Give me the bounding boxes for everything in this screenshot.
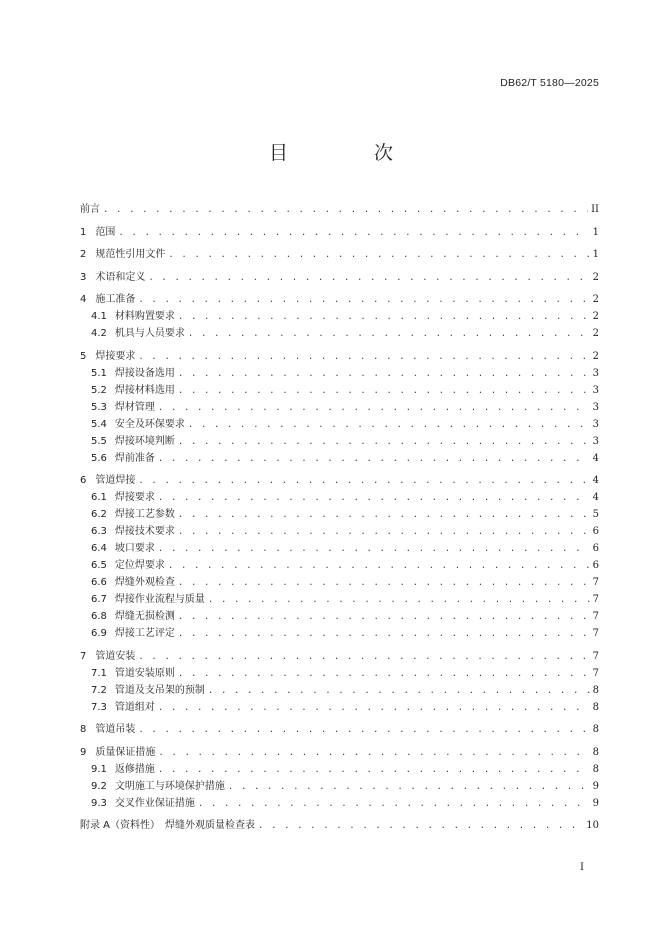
toc-leader-dots — [178, 434, 590, 451]
toc-entry-label: 焊接要求 — [114, 492, 155, 503]
toc-entry-page: 3 — [592, 401, 599, 413]
toc-entry-page: 2 — [592, 311, 599, 322]
toc-entry-number: 7.3 — [91, 701, 107, 713]
toc-entry-label: 焊材管理 — [114, 401, 155, 413]
toc-entry-label: 定位焊要求 — [114, 560, 165, 571]
toc-entry[interactable] — [80, 795, 599, 812]
toc-entry-number: 6.3 — [91, 526, 107, 537]
toc-entry-label: 焊接要求 — [95, 350, 136, 362]
toc-entry-label: 交叉作业保证措施 — [114, 797, 195, 809]
toc-leader-dots — [178, 524, 590, 541]
toc-leader-dots — [188, 326, 590, 343]
page-title: 目 次 — [268, 142, 434, 164]
toc-entry[interactable] — [80, 291, 599, 308]
toc-entry[interactable] — [80, 246, 599, 263]
toc-entry-label: 范围 — [95, 226, 116, 238]
toc-entry-label: 管道安装原则 — [114, 667, 175, 679]
toc-entry-label: 焊前准备 — [114, 452, 155, 464]
toc-entry-label: 管道吊装 — [95, 724, 136, 735]
toc-entry-page: 1 — [592, 226, 599, 238]
toc-entry-page: 2 — [592, 350, 599, 362]
toc-leader-dots — [178, 383, 590, 400]
toc-leader-dots — [178, 507, 590, 524]
toc-entry-number: 5.1 — [91, 367, 107, 379]
toc-leader-dots — [158, 762, 590, 779]
toc-entry-label: 管道安装 — [95, 650, 136, 662]
toc-entry-number: 5.5 — [91, 435, 107, 447]
toc-leader-dots — [103, 202, 588, 219]
toc-entry-page: 8 — [592, 701, 599, 713]
toc-entry-page: 2 — [592, 328, 599, 339]
toc-entry-number: 7.1 — [91, 667, 107, 679]
toc-entry-label: 焊缝外观检查 — [114, 577, 175, 588]
toc-entry-label: 质量保证措施 — [95, 746, 156, 758]
toc-entry-number: 7 — [80, 650, 87, 662]
toc-entry-number: 9.3 — [91, 797, 107, 809]
toc-entry[interactable] — [80, 625, 599, 642]
toc-entry[interactable] — [80, 269, 599, 286]
toc-entry-number: 6.4 — [91, 543, 107, 554]
toc-leader-dots — [158, 490, 590, 507]
toc-entry-number: 4.2 — [91, 328, 107, 339]
toc-entry-page: 8 — [592, 746, 599, 758]
toc-entry-page: 6 — [592, 526, 599, 537]
toc-entry-page: 6 — [592, 560, 599, 571]
toc-entry-label: 坡口要求 — [114, 543, 155, 554]
toc-entry-label: 安全及环保要求 — [114, 418, 185, 430]
toc-entry-page: 5 — [592, 509, 599, 520]
toc-leader-dots — [198, 796, 590, 813]
toc-entry[interactable] — [80, 817, 599, 834]
toc-entry-label: 材料购置要求 — [114, 311, 175, 322]
toc-entry-number: 5 — [80, 350, 87, 362]
toc-leader-dots — [178, 609, 590, 626]
toc-entry-page: 8 — [592, 763, 599, 775]
toc-entry-number: 6.1 — [91, 492, 107, 503]
toc-leader-dots — [208, 683, 590, 700]
toc-entry[interactable] — [80, 557, 599, 574]
toc-leader-dots — [158, 541, 590, 558]
toc-entry-number: 5.2 — [91, 384, 107, 396]
toc-entry[interactable] — [80, 472, 599, 489]
toc-leader-dots — [168, 247, 589, 264]
toc-entry[interactable] — [80, 665, 599, 682]
toc-entry-number: 6.6 — [91, 577, 107, 588]
toc-leader-dots — [158, 400, 590, 417]
toc-leader-dots — [138, 292, 589, 309]
toc-entry[interactable] — [80, 365, 599, 382]
toc-entry-number: 7.2 — [91, 684, 107, 696]
toc-entry-number: 6.5 — [91, 560, 107, 571]
toc-leader-dots — [138, 722, 589, 739]
toc-entry-number: 8 — [80, 724, 87, 735]
toc-entry-number: 9 — [80, 746, 87, 758]
toc-entry[interactable] — [80, 201, 599, 218]
toc-entry[interactable] — [80, 489, 599, 506]
document-code: DB62/T 5180—2025 — [500, 77, 599, 89]
toc-entry[interactable] — [80, 523, 599, 540]
toc-entry-page: 4 — [592, 452, 599, 464]
toc-leader-dots — [148, 270, 589, 287]
toc-entry-label: 机具与人员要求 — [114, 328, 185, 339]
table-of-contents — [80, 201, 599, 834]
toc-leader-dots — [178, 575, 590, 592]
toc-entry-page: 6 — [592, 543, 599, 554]
toc-leader-dots — [208, 592, 590, 609]
toc-leader-dots — [138, 349, 589, 366]
toc-entry-number: 2 — [80, 249, 87, 260]
toc-entry-page: 4 — [592, 475, 599, 486]
toc-leader-dots — [118, 225, 589, 242]
toc-leader-dots — [178, 366, 590, 383]
toc-entry[interactable] — [80, 224, 599, 241]
toc-entry-number: 6.2 — [91, 509, 107, 520]
toc-entry-page: 7 — [592, 650, 599, 662]
toc-entry[interactable] — [80, 778, 599, 795]
toc-entry-number: 9.1 — [91, 763, 107, 775]
toc-entry[interactable] — [80, 540, 599, 557]
toc-entry[interactable] — [80, 648, 599, 665]
toc-leader-dots — [258, 818, 583, 835]
toc-entry[interactable] — [80, 506, 599, 523]
toc-entry-page: 2 — [592, 271, 599, 283]
toc-leader-dots — [178, 626, 590, 643]
toc-entry-number: 1 — [80, 226, 87, 238]
toc-entry-page: 7 — [592, 577, 599, 588]
toc-entry-page: 10 — [586, 820, 599, 831]
toc-entry[interactable] — [80, 308, 599, 325]
toc-entry-page: 7 — [592, 667, 599, 679]
toc-entry[interactable] — [80, 744, 599, 761]
toc-entry-label: 焊接工艺评定 — [114, 628, 175, 639]
toc-entry-label: 管道焊接 — [95, 475, 136, 486]
toc-entry[interactable] — [80, 682, 599, 699]
toc-entry-number: 4 — [80, 294, 87, 305]
toc-entry-page: 8 — [592, 684, 599, 696]
toc-entry-label: 文明施工与环境保护措施 — [114, 780, 225, 792]
toc-entry-label: 焊接设备选用 — [114, 367, 175, 379]
toc-entry-number: 3 — [80, 271, 87, 283]
toc-entry-number: 5.3 — [91, 401, 107, 413]
toc-entry[interactable] — [80, 721, 599, 738]
toc-entry-label: 前言 — [80, 204, 100, 215]
toc-entry-label: 焊缝无损检测 — [114, 611, 175, 622]
toc-entry[interactable] — [80, 433, 599, 450]
toc-entry-page: 8 — [592, 724, 599, 735]
toc-entry-page: 2 — [592, 294, 599, 305]
toc-entry-page: 9 — [592, 797, 599, 809]
toc-entry-label: 施工准备 — [95, 294, 136, 305]
toc-leader-dots — [158, 451, 590, 468]
toc-entry-label: 焊接工艺参数 — [114, 509, 175, 520]
toc-entry-number: 4.1 — [91, 311, 107, 322]
toc-entry-page: 7 — [592, 628, 599, 639]
toc-entry[interactable] — [80, 450, 599, 467]
toc-entry-label: 管道组对 — [114, 701, 155, 713]
toc-entry-page: 3 — [592, 435, 599, 447]
toc-entry-label: 焊接作业流程与质量 — [114, 594, 205, 605]
toc-entry-number: 6.8 — [91, 611, 107, 622]
toc-leader-dots — [168, 558, 590, 575]
toc-entry-label: 返修措施 — [114, 763, 155, 775]
toc-entry-number: 5.4 — [91, 418, 107, 430]
toc-entry-number: 6.7 — [91, 594, 107, 605]
toc-entry[interactable] — [80, 382, 599, 399]
toc-entry[interactable] — [80, 608, 599, 625]
toc-leader-dots — [228, 779, 590, 796]
toc-entry-page: 3 — [592, 418, 599, 430]
toc-entry-number: 9.2 — [91, 780, 107, 792]
toc-leader-dots — [178, 666, 590, 683]
toc-entry-number: 6 — [80, 475, 87, 486]
toc-entry-number: 5.6 — [91, 452, 107, 464]
toc-entry[interactable] — [80, 416, 599, 433]
toc-entry-label: 焊接技术要求 — [114, 526, 175, 537]
toc-entry[interactable] — [80, 761, 599, 778]
toc-entry-label: 术语和定义 — [95, 271, 146, 283]
toc-entry[interactable] — [80, 574, 599, 591]
toc-entry-label: 管道及支吊架的预制 — [114, 684, 205, 696]
toc-entry-label: 附录 A（资料性） 焊缝外观质量检查表 — [80, 820, 256, 831]
toc-entry-page: 4 — [592, 492, 599, 503]
toc-entry[interactable] — [80, 325, 599, 342]
toc-entry[interactable] — [80, 699, 599, 716]
toc-entry-page: 1 — [592, 249, 599, 260]
toc-entry-page: 3 — [592, 367, 599, 379]
toc-entry[interactable] — [80, 348, 599, 365]
toc-leader-dots — [178, 309, 590, 326]
toc-leader-dots — [158, 745, 589, 762]
toc-leader-dots — [138, 649, 589, 666]
page-number: I — [580, 862, 584, 873]
toc-entry-label: 焊接材料选用 — [114, 384, 175, 396]
toc-entry[interactable] — [80, 399, 599, 416]
toc-entry-label: 焊接环境判断 — [114, 435, 175, 447]
toc-leader-dots — [138, 473, 589, 490]
toc-entry-page: 3 — [592, 384, 599, 396]
toc-leader-dots — [158, 700, 590, 717]
toc-entry-page: 9 — [592, 780, 599, 792]
toc-leader-dots — [188, 417, 590, 434]
toc-entry[interactable] — [80, 591, 599, 608]
toc-entry-page: II — [591, 204, 599, 215]
toc-entry-number: 6.9 — [91, 628, 107, 639]
toc-entry-label: 规范性引用文件 — [95, 249, 166, 260]
toc-entry-page: 7 — [592, 611, 599, 622]
toc-entry-page: 7 — [592, 594, 599, 605]
